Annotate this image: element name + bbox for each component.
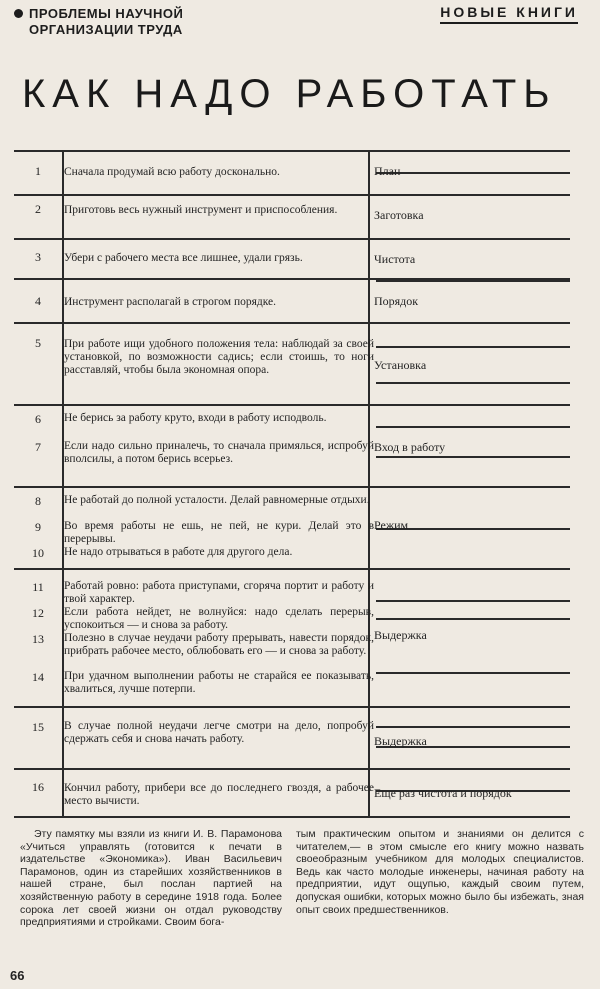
rule-number: 6: [35, 412, 41, 426]
row-separator: [14, 706, 570, 708]
category-label: Еще раз чистота и порядок: [374, 786, 512, 800]
rule-number: 15: [32, 720, 44, 734]
row-separator: [14, 404, 570, 406]
row-separator: [14, 194, 570, 196]
category-label: Установка: [374, 358, 427, 372]
rule-number: 13: [32, 632, 44, 646]
rule-text: Полезно в случае неудачи работу прерывать, навести порядок, прибрать рабочее место, облюбовать его — и снова за работу.: [64, 632, 374, 657]
rule-number: 1: [35, 164, 41, 178]
rule-text: Во время работы не ешь, не пей, не кури. Делай это в перерывы.: [64, 520, 374, 545]
category-label: План: [374, 164, 401, 178]
category-rule: [376, 726, 570, 728]
rule-number: 5: [35, 336, 41, 350]
rule-text: Не берись за работу круто, входи в работу исподволь.: [64, 412, 327, 424]
rule-text: При удачном выполнении работы не старайся ее показывать, хвалиться, лучше потерпи.: [64, 670, 374, 695]
section-line-2: ОРГАНИЗАЦИИ ТРУДА: [29, 22, 183, 37]
row-separator: [14, 238, 570, 240]
rule-number: 11: [32, 580, 44, 594]
rule-text: Не работай до полной усталости. Делай равномерные отдыхи.: [64, 494, 370, 506]
category-rule: [376, 346, 570, 348]
rule-number: 16: [32, 780, 44, 794]
category-rule: [376, 456, 570, 458]
category-rule: [376, 600, 570, 602]
rule-number: 12: [32, 606, 44, 620]
row-separator: [14, 768, 570, 770]
rule-text: Работай ровно: работа приступами, сгоряча портит и работу и твой характер.: [64, 580, 374, 605]
row-separator: [14, 322, 570, 324]
rule-text: Если надо сильно приналечь, то сначала примялься, испробуй вполсилы, а потом берись всерьез.: [64, 440, 374, 465]
rule-number: 14: [32, 670, 44, 684]
page-title: КАК НАДО РАБОТАТЬ: [22, 72, 557, 116]
rule-number: 8: [35, 494, 41, 508]
category-label: Выдержка: [374, 628, 427, 642]
rule-number: 7: [35, 440, 41, 454]
rule-text: При работе ищи удобного положения тела: наблюдай за своей установкой, по возможности садись; если стоишь, то ноги расставляй, чтобы была экономная опора.: [64, 338, 374, 376]
column-divider-1: [62, 150, 64, 818]
category-rule: [376, 172, 570, 174]
category-rule: [376, 618, 570, 620]
category-label: Порядок: [374, 294, 419, 308]
category-rule: [376, 280, 570, 282]
rule-text: Кончил работу, прибери все до последнего гвоздя, а рабочее место вычисти.: [64, 782, 374, 807]
category-label: Вход в работу: [374, 440, 446, 454]
rule-text: Убери с рабочего места все лишнее, удали грязь.: [64, 252, 303, 264]
rule-text: В случае полной неудачи легче смотри на дело, попробуй сдержать себя и снова начать работу.: [64, 720, 374, 745]
rules-table: [14, 150, 570, 818]
rule-text: Приготовь весь нужный инструмент и приспособления.: [64, 204, 338, 216]
category-rule: [376, 672, 570, 674]
rubric-label: НОВЫЕ КНИГИ: [440, 4, 578, 24]
column-divider-2: [368, 150, 370, 818]
rule-number: 10: [32, 546, 44, 560]
table-top-border: [14, 150, 570, 152]
category-label: Чистота: [374, 252, 416, 266]
category-rule: [376, 426, 570, 428]
rule-number: 3: [35, 250, 41, 264]
category-rule: [376, 382, 570, 384]
rule-text: Не надо отрываться в работе для другого дела.: [64, 546, 293, 558]
footer-text-col-1: Эту памятку мы взяли из книги И. В. Парамонова «Учиться управлять (готовится к печати в издательстве «Экономика»). Иван Васильевич Парамонов, один из старейших хозяйственников в нашей стране, был послан партией на хозяйственную работу в середине 1918 года. Более сорока лет своей жизни он отдал руководству предприятиями и стройками. Своим бога-: [20, 828, 282, 929]
rule-text: Инструмент располагай в строгом порядке.: [64, 296, 277, 308]
bullet-icon: [14, 9, 23, 18]
category-label: Режим: [374, 518, 409, 532]
table-bottom-border: [14, 816, 570, 818]
rule-number: 9: [35, 520, 41, 534]
section-header: [14, 6, 183, 38]
row-separator: [14, 486, 570, 488]
section-line-1: ПРОБЛЕМЫ НАУЧНОЙ: [29, 6, 184, 21]
rule-number: 4: [35, 294, 41, 308]
page-number: 66: [10, 968, 25, 983]
footer-text-col-2: тым практическим опытом и знаниями он делится с читателем,— в этом смысле его книгу можно назвать своеобразным учебником для молодых специалистов. Ведь как часто молодые инженеры, начиная работу на предприятии, идут ощупью, каждый своим путем, допуская ошибки, которых можно было бы избежать, зная опыт своих предшественников.: [296, 828, 584, 916]
rule-number: 2: [35, 202, 41, 216]
category-label: Выдержка: [374, 734, 427, 748]
rule-text: Если работа нейдет, не волнуйся: надо сделать перерыв, успокоиться — и снова за работу.: [64, 606, 374, 631]
category-label: Заготовка: [374, 208, 424, 222]
row-separator: [14, 568, 570, 570]
rule-text: Сначала продумай всю работу досконально.: [64, 166, 280, 178]
